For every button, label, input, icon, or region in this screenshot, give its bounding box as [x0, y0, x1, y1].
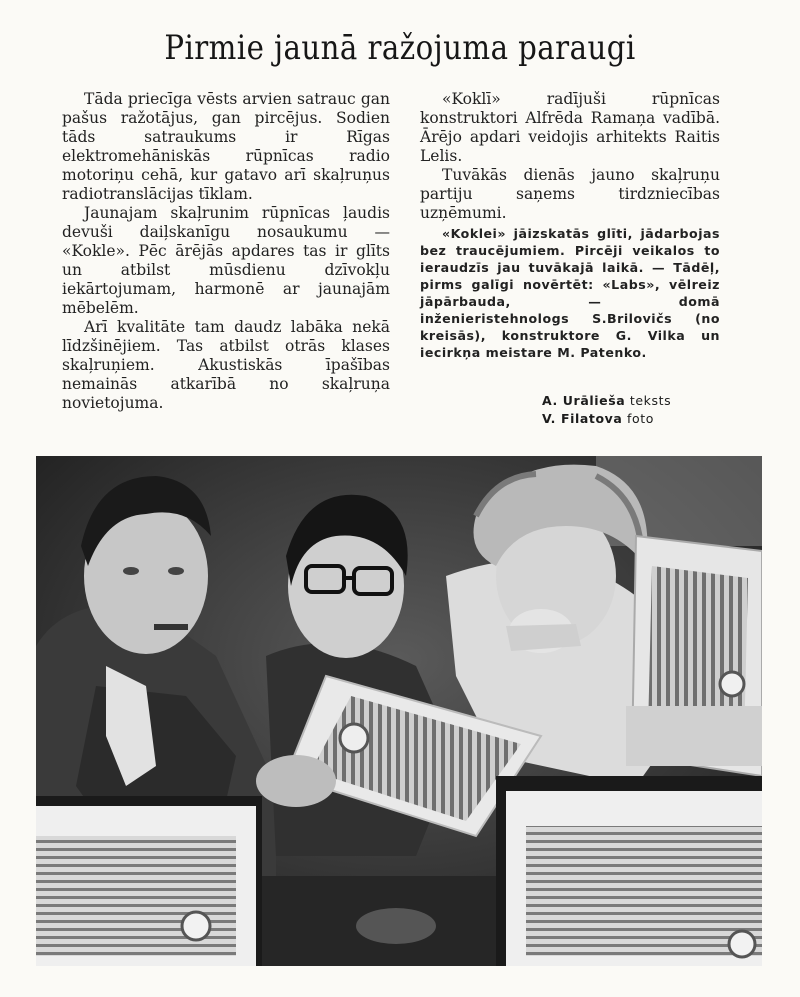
photo-caption-text: «Koklei» jāizskatās glīti, jādarbojas bez traucējumiem. Pircēji veikalos to ieraudzīs jau tuvākajā laikā. — Tādēļ, pirms galīgi novērtēt: «Labs», vēlreiz jāpārbauda, — domā inženieristehnologs S.Brilovičs (no kreisās), konstruktore G. Vilka un iecirkņa meistare M. Patenko. [420, 226, 720, 360]
text-author: A. Urālieša [542, 393, 626, 408]
speaker-bottom-right [496, 776, 762, 966]
photo-credit-role: foto [627, 411, 655, 426]
article-paragraph: Arī kvalitāte tam daudz labāka nekā līdzšinējiem. Tas atbilst otrās klases skaļruņiem. Akustiskās īpašības nemainās atkarībā no skaļruņa novietojuma. [62, 318, 390, 412]
news-photo [36, 456, 762, 966]
speaker-bottom-left [36, 796, 262, 966]
article-column-left [62, 90, 390, 413]
article-paragraph: Tāda priecīga vēsts arvien satrauc gan pašus ražotājus, gan pircējus. Sodien tāds satraukums ir Rīgas elektromehāniskās rūpnīcas radio motoriņu cehā, kur gatavo arī skaļruņus radiotranslācijas tīklam. [62, 90, 390, 203]
photo-credit [542, 410, 654, 428]
photo-caption [420, 225, 720, 361]
article-paragraph: «Koklī» radījuši rūpnīcas konstruktori Alfrēda Ramaņa vadībā. Ārējo apdari veidojis arhitekts Raitis Lelis. [420, 90, 720, 165]
article-column-right [420, 90, 720, 361]
speaker-right-upright [626, 536, 762, 776]
article-paragraph: Jaunajam skaļrunim rūpnīcas ļaudis devuši daiļskanīgu nosaukumu — «Kokle». Pēc ārējās apdares tas ir glīts un atbilst mūsdienu dzīvokļu iekārtojumam, harmonē ar jaunajām mēbelēm. [62, 204, 390, 317]
photo-illustration [36, 456, 762, 966]
article-paragraph: Tuvākās dienās jauno skaļruņu partiju saņems tirdzniecības uzņēmumi. [420, 166, 720, 222]
headline: Pirmie jaunā ražojuma paraugi [164, 28, 636, 68]
text-credit [542, 392, 671, 410]
text-credit-role: teksts [629, 393, 672, 408]
photo-author: V. Filatova [542, 411, 623, 426]
